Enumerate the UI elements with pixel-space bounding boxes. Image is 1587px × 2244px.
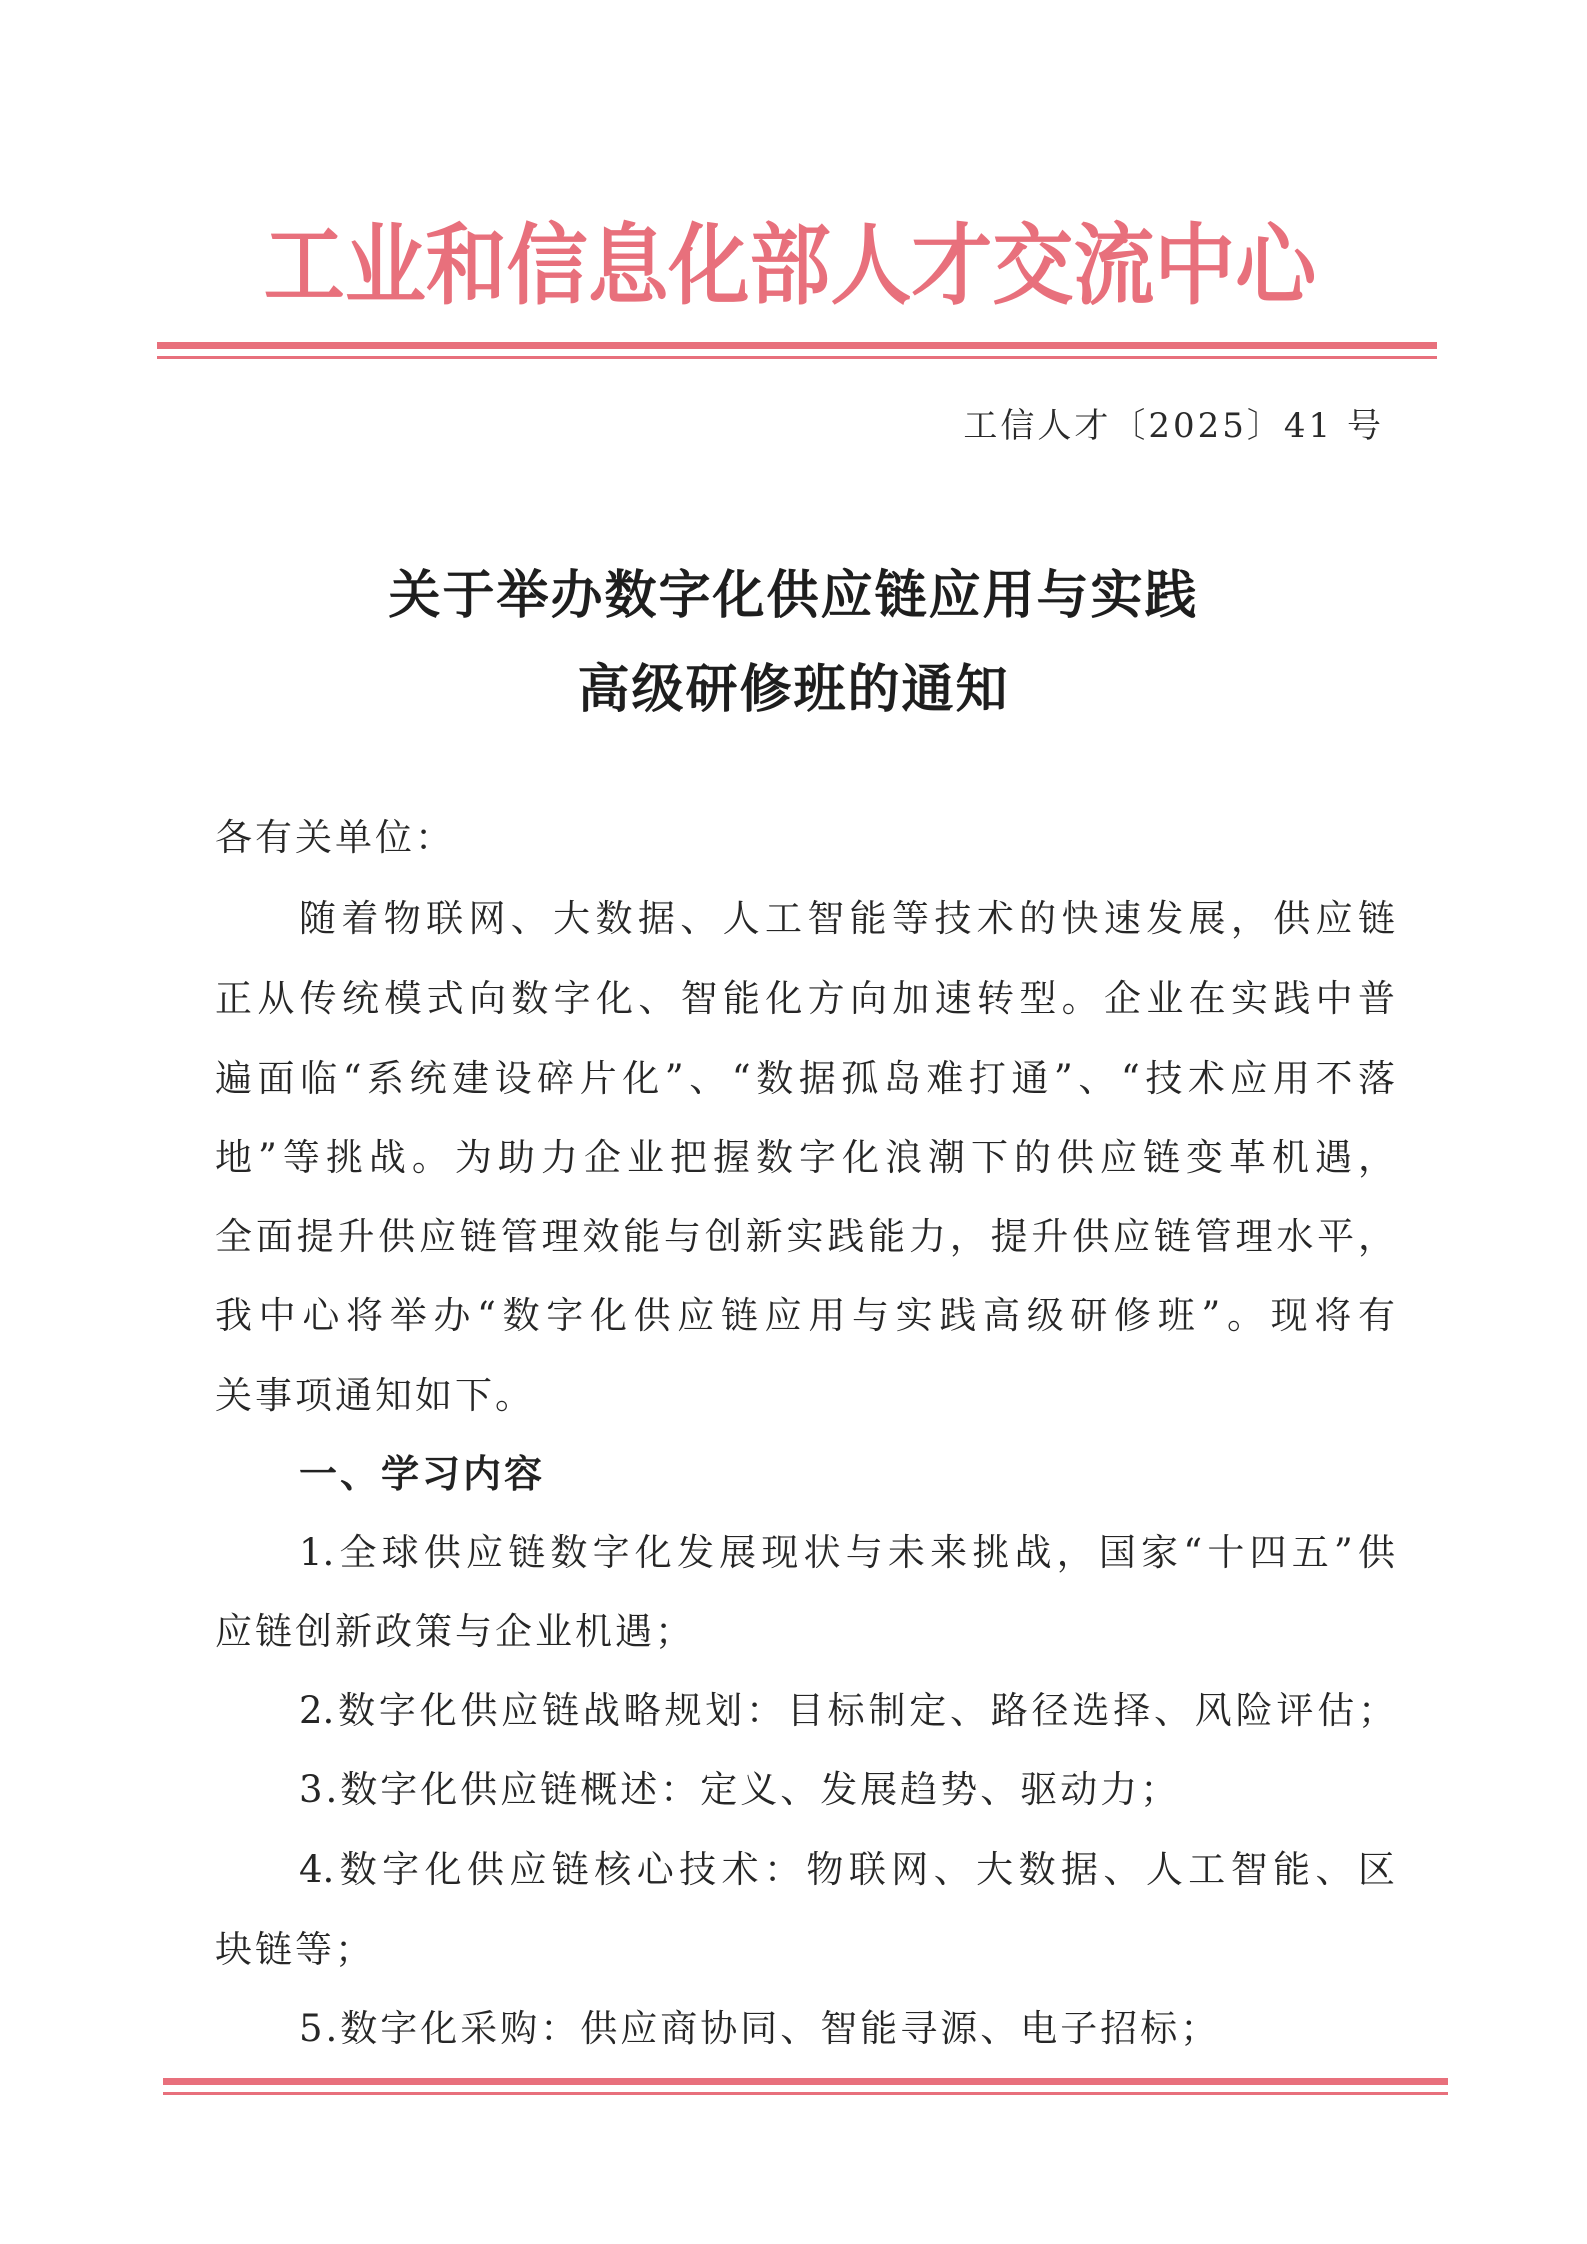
intro-paragraph-line: 正从传统模式向数字化、智能化方向加速转型。企业在实践中普 — [215, 977, 1395, 1020]
intro-paragraph-line: 全面提升供应链管理效能与创新实践能力，提升供应链管理水平， — [215, 1215, 1395, 1258]
red-rule-thin — [157, 356, 1437, 359]
intro-paragraph-line: 随着物联网、大数据、人工智能等技术的快速发展，供应链 — [299, 897, 1395, 940]
list-item-continuation: 应链创新政策与企业机遇； — [215, 1610, 695, 1653]
document-title-line-1: 关于举办数字化供应链应用与实践 — [388, 565, 1199, 626]
list-item: 2.数字化供应链战略规划：目标制定、路径选择、风险评估； — [299, 1689, 1395, 1732]
intro-paragraph-line: 遍面临“系统建设碎片化”、“数据孤岛难打通”、“技术应用不落 — [215, 1057, 1395, 1100]
red-rule-thick — [163, 2078, 1448, 2085]
list-item: 1.全球供应链数字化发展现状与未来挑战，国家“十四五”供 — [299, 1531, 1395, 1574]
document-title-line-2: 高级研修班的通知 — [577, 659, 1010, 720]
intro-paragraph-line: 关事项通知如下。 — [215, 1374, 535, 1417]
list-item-continuation: 块链等； — [215, 1928, 375, 1971]
red-rule-thin — [163, 2092, 1448, 2095]
intro-paragraph-line: 地”等挑战。为助力企业把握数字化浪潮下的供应链变革机遇， — [215, 1136, 1395, 1179]
footer-red-rule — [163, 2078, 1448, 2102]
section-heading-study-content: 一、学习内容 — [299, 1451, 546, 1496]
red-rule-thick — [157, 342, 1437, 349]
list-item: 4.数字化供应链核心技术：物联网、大数据、人工智能、区 — [299, 1848, 1395, 1891]
salutation: 各有关单位： — [215, 816, 455, 859]
document-number: 工信人才〔2025〕41 号 — [963, 406, 1384, 446]
intro-paragraph-line: 我中心将举办“数字化供应链应用与实践高级研修班”。现将有 — [215, 1294, 1395, 1337]
list-item: 5.数字化采购：供应商协同、智能寻源、电子招标； — [299, 2007, 1221, 2050]
list-item: 3.数字化供应链概述：定义、发展趋势、驱动力； — [299, 1768, 1181, 1811]
masthead-red-rule — [157, 342, 1437, 366]
issuer-masthead: 工业和信息化部人才交流中心 — [263, 213, 1317, 317]
